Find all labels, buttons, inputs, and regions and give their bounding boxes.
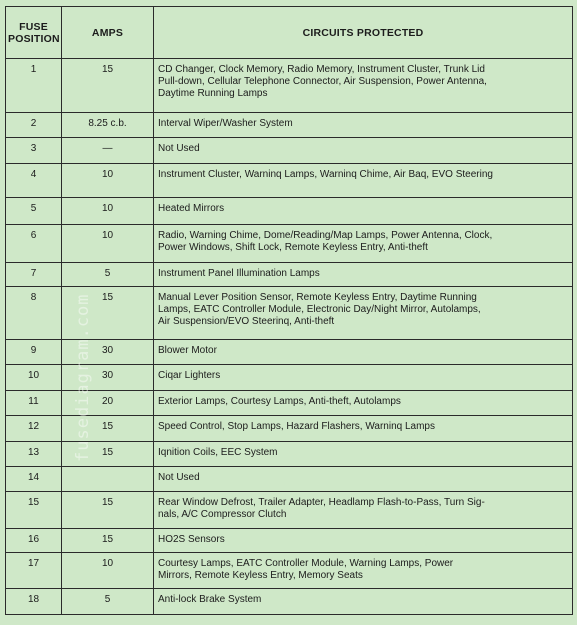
table-row — [6, 529, 573, 553]
table-row — [6, 287, 573, 340]
fuse-position-cell: 6 — [6, 225, 62, 263]
table-row — [6, 553, 573, 589]
circuits-cell — [154, 340, 573, 365]
circuit-text-line: Daytime Running Lamps — [158, 88, 268, 99]
circuits-cell — [154, 391, 573, 416]
amps-cell: 10 — [62, 553, 154, 589]
circuit-text-line: Pull-down, Cellular Telephone Connector, Air Suspension, Power Antenna, — [158, 76, 487, 87]
circuit-text-line: Interval Wiper/Washer System — [158, 118, 293, 129]
circuits-cell — [154, 59, 573, 113]
circuits-cell — [154, 287, 573, 340]
circuits-cell — [154, 113, 573, 138]
circuit-text-line: Heated Mirrors — [158, 203, 225, 214]
amps-cell: — — [62, 138, 154, 164]
table-row — [6, 113, 573, 138]
circuit-text-line: CD Changer, Clock Memory, Radio Memory, Instrument Cluster, Trunk Lid — [158, 64, 485, 75]
fuse-position-cell: 4 — [6, 164, 62, 198]
header-row — [6, 7, 573, 59]
table-row — [6, 59, 573, 113]
fuse-position-cell: 12 — [6, 416, 62, 442]
circuit-text-line: Power Windows, Shift Lock, Remote Keyless Entry, Anti-theft — [158, 242, 428, 253]
amps-cell — [62, 467, 154, 492]
amps-cell: 15 — [62, 492, 154, 529]
circuits-cell — [154, 467, 573, 492]
amps-cell: 30 — [62, 340, 154, 365]
circuit-text-line: Mirrors, Remote Keyless Entry, Memory Seats — [158, 570, 363, 581]
circuits-cell — [154, 164, 573, 198]
fuse-position-cell: 13 — [6, 442, 62, 467]
amps-cell: 30 — [62, 365, 154, 391]
amps-cell: 15 — [62, 442, 154, 467]
fuse-position-cell: 18 — [6, 589, 62, 615]
table-row — [6, 164, 573, 198]
circuit-text-line: Anti-lock Brake System — [158, 594, 262, 605]
amps-cell: 8.25 c.b. — [62, 113, 154, 138]
circuit-text-line: Iqnition Coils, EEC System — [158, 447, 278, 458]
table-row — [6, 340, 573, 365]
circuits-cell — [154, 589, 573, 615]
fuse-table-body — [6, 59, 573, 615]
table-row — [6, 442, 573, 467]
fuse-position-cell: 16 — [6, 529, 62, 553]
header-fuse-label: FUSE — [19, 20, 48, 33]
table-row — [6, 589, 573, 615]
fuse-position-cell: 10 — [6, 365, 62, 391]
table-row — [6, 467, 573, 492]
circuit-text-line: Lamps, EATC Controller Module, Electronic Day/Night Mirror, Autolamps, — [158, 304, 481, 315]
circuits-cell — [154, 365, 573, 391]
amps-cell: 10 — [62, 225, 154, 263]
watermark-text: fusediagram.com — [73, 293, 93, 462]
fuse-position-cell: 17 — [6, 553, 62, 589]
amps-cell: 5 — [62, 263, 154, 287]
table-row — [6, 492, 573, 529]
amps-cell: 15 — [62, 529, 154, 553]
table-row — [6, 263, 573, 287]
header-fuse-position — [6, 7, 62, 59]
fuse-chart — [5, 6, 572, 618]
fuse-position-cell: 14 — [6, 467, 62, 492]
amps-cell: 20 — [62, 391, 154, 416]
circuit-text-line: Radio, Warning Chime, Dome/Reading/Map Lamps, Power Antenna, Clock, — [158, 230, 493, 241]
circuit-text-line: Speed Control, Stop Lamps, Hazard Flashers, Warninq Lamps — [158, 421, 435, 432]
circuits-cell — [154, 492, 573, 529]
header-position-label: POSITION — [8, 32, 60, 45]
fuse-position-cell: 5 — [6, 198, 62, 225]
table-row — [6, 138, 573, 164]
circuit-text-line: Not Used — [158, 143, 200, 154]
table-row — [6, 365, 573, 391]
table-row — [6, 198, 573, 225]
amps-cell: 10 — [62, 198, 154, 225]
circuit-text-line: Blower Motor — [158, 345, 217, 356]
header-circuits-protected: CIRCUITS PROTECTED — [154, 7, 573, 59]
circuits-cell — [154, 416, 573, 442]
circuit-text-line: Rear Window Defrost, Trailer Adapter, Headlamp Flash-to-Pass, Turn Sig- — [158, 497, 485, 508]
table-row — [6, 225, 573, 263]
circuit-text-line: nals, A/C Compressor Clutch — [158, 509, 287, 520]
table-row — [6, 416, 573, 442]
circuit-text-line: Air Suspension/EVO Steerinq, Anti-theft — [158, 316, 335, 327]
amps-cell: 15 — [62, 287, 154, 340]
fuse-position-cell: 7 — [6, 263, 62, 287]
circuit-text-line: Not Used — [158, 472, 200, 483]
circuits-cell — [154, 442, 573, 467]
fuse-position-cell: 11 — [6, 391, 62, 416]
circuits-cell — [154, 263, 573, 287]
fuse-table — [5, 6, 573, 615]
header-amps: AMPS — [62, 7, 154, 59]
amps-cell: 10 — [62, 164, 154, 198]
fuse-position-cell: 2 — [6, 113, 62, 138]
circuit-text-line: Exterior Lamps, Courtesy Lamps, Anti-theft, Autolamps — [158, 396, 401, 407]
fuse-position-cell: 15 — [6, 492, 62, 529]
fuse-position-cell: 1 — [6, 59, 62, 113]
circuits-cell — [154, 198, 573, 225]
circuit-text-line: Courtesy Lamps, EATC Controller Module, Warning Lamps, Power — [158, 558, 454, 569]
circuit-text-line: Ciqar Lighters — [158, 370, 221, 381]
circuit-text-line: Instrument Cluster, Warninq Lamps, Warninq Chime, Air Baq, EVO Steering — [158, 169, 493, 180]
circuit-text-line: Manual Lever Position Sensor, Remote Keyless Entry, Daytime Running — [158, 292, 477, 303]
table-row — [6, 391, 573, 416]
circuits-cell — [154, 225, 573, 263]
amps-cell: 5 — [62, 589, 154, 615]
circuits-cell — [154, 138, 573, 164]
fuse-position-cell: 3 — [6, 138, 62, 164]
circuit-text-line: Instrument Panel Illumination Lamps — [158, 268, 320, 279]
circuits-cell — [154, 529, 573, 553]
fuse-position-cell: 9 — [6, 340, 62, 365]
amps-cell: 15 — [62, 416, 154, 442]
circuit-text-line: HO2S Sensors — [158, 534, 225, 545]
fuse-position-cell: 8 — [6, 287, 62, 340]
amps-cell: 15 — [62, 59, 154, 113]
circuits-cell — [154, 553, 573, 589]
